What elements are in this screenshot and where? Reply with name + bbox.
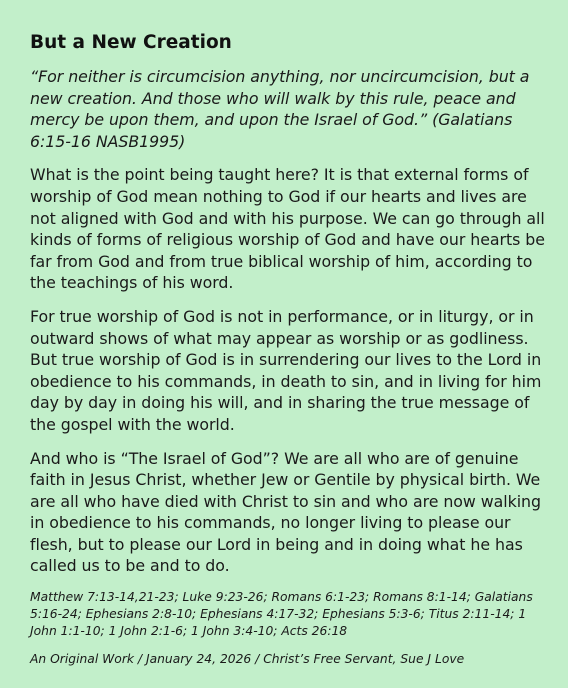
page-title: But a New Creation bbox=[30, 32, 232, 53]
body-paragraph-1: What is the point being taught here? It is that external forms of worship of God mean nothing to God if our hearts and lives are not aligned with God and with his purpose. We can go through all kinds of forms of religious worship of God and have our hearts be far from God and from true biblical worship of him, according to the teachings of his word. bbox=[30, 165, 545, 293]
body-paragraph-3: And who is “The Israel of God”? We are all who are of genuine faith in Jesus Christ, whether Jew or Gentile by physical birth. We are all who have died with Christ to sin and who are now walking in obedience to his commands, no longer living to please our flesh, but to please our Lord in being and in doing what he has called us to be and to do. bbox=[30, 448, 541, 576]
scripture-quote bbox=[30, 66, 548, 152]
scripture-text: “For neither is circumcision anything, nor uncircumcision, but a new creation. And those who will walk by this rule, peace and mercy be upon them, and upon the Israel of God.” bbox=[30, 67, 530, 130]
body-paragraph-2: For true worship of God is not in performance, or in liturgy, or in outward shows of what may appear as worship or as godliness. But true worship of God is in surrendering our lives to the Lord in obedience to his commands, in death to sin, and in living for him day by day in doing his will, and in sharing the true message of the gospel with the world. bbox=[30, 306, 542, 434]
scripture-references: Matthew 7:13-14,21-23; Luke 9:23-26; Romans 6:1-23; Romans 8:1-14; Galatians 5:16-24; Ephesians 2:8-10; Ephesians 4:17-32; Ephesians 5:3-6; Titus 2:11-14; 1 John 1:1-10; 1 John 2:1-6; 1 John 3:4-10; Acts 26:18 bbox=[30, 590, 533, 639]
scripture-reference: (Galatians 6:15-16 NASB1995) bbox=[30, 110, 513, 151]
author-credit: An Original Work / January 24, 2026 / Christ’s Free Servant, Sue J Love bbox=[30, 652, 465, 667]
